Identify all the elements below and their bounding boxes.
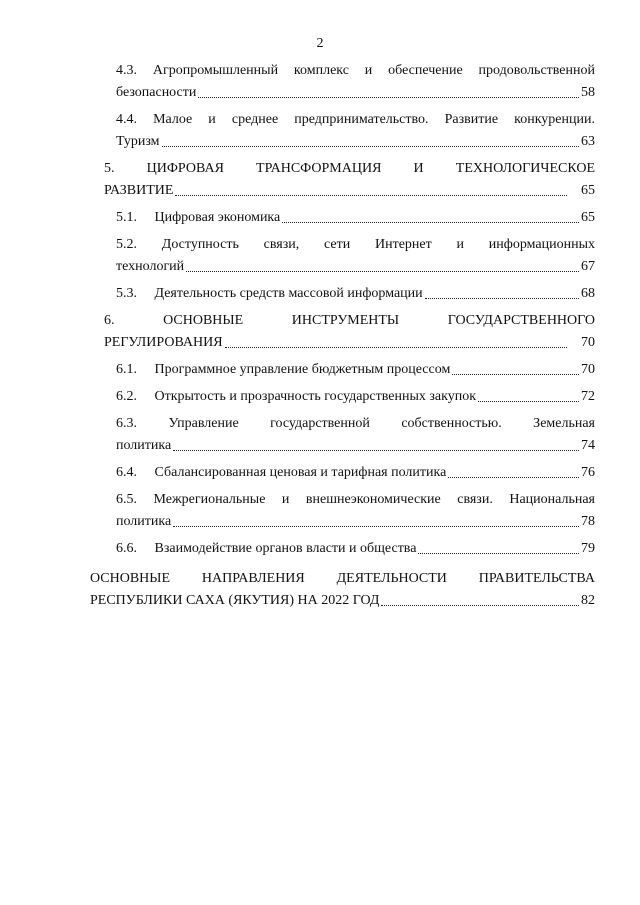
toc-entry-leader-line xyxy=(116,283,595,305)
toc-entry-title-line: 6.3. Управление государственной собственностью. Земельная xyxy=(116,416,595,431)
toc-entry[interactable] xyxy=(92,359,595,381)
toc-entry[interactable] xyxy=(92,109,595,153)
toc-entry-leader-line xyxy=(116,386,595,408)
toc-entry[interactable] xyxy=(92,462,595,484)
toc-entry[interactable] xyxy=(92,310,595,354)
toc-entry-leader-line xyxy=(116,435,595,457)
toc-entry-title-line: 4.4. Малое и среднее предпринимательство. Развитие конкуренции. xyxy=(116,112,595,127)
toc-entry-title: технологий xyxy=(116,259,185,274)
toc-entry-title: 6.6. Взаимодействие органов власти и общества xyxy=(116,541,417,556)
toc-entry-title-line: 5.2. Доступность связи, сети Интернет и информационных xyxy=(116,237,595,252)
toc-entry-leader-line xyxy=(92,180,595,202)
dot-leader xyxy=(173,450,579,451)
toc-entry[interactable] xyxy=(92,283,595,305)
toc-entry[interactable] xyxy=(92,234,595,278)
toc-entry-leader-line xyxy=(116,359,595,381)
toc-entry[interactable] xyxy=(92,489,595,533)
toc-page-number: 76 xyxy=(581,465,595,480)
toc-entry-leader-line xyxy=(116,511,595,533)
toc-entry-leader-line xyxy=(116,207,595,229)
toc-page-number: 72 xyxy=(581,389,595,404)
dot-leader xyxy=(478,401,579,402)
dot-leader xyxy=(175,195,567,196)
toc-entry[interactable] xyxy=(92,538,595,560)
toc-page-number: 63 xyxy=(581,134,595,149)
toc-entry-leader-line xyxy=(92,332,595,354)
toc-entry[interactable] xyxy=(92,158,595,202)
toc-entry-leader-line xyxy=(116,462,595,484)
dot-leader xyxy=(282,222,579,223)
toc-page-number: 68 xyxy=(581,286,595,301)
toc-entry-title: РАЗВИТИЕ xyxy=(104,183,174,198)
toc-page-number: 65 xyxy=(581,183,595,198)
toc-entry[interactable] xyxy=(92,207,595,229)
toc-entry-leader-line xyxy=(116,131,595,153)
dot-leader xyxy=(186,271,579,272)
toc-page-number: 67 xyxy=(581,259,595,274)
toc-page-number: 78 xyxy=(581,514,595,529)
toc-entry-title-line: 5. ЦИФРОВАЯ ТРАНСФОРМАЦИЯ И ТЕХНОЛОГИЧЕСКОЕ xyxy=(104,161,595,176)
toc-page-number: 70 xyxy=(581,362,595,377)
toc-page-number: 82 xyxy=(581,593,595,608)
table-of-contents xyxy=(92,60,595,617)
toc-entry-title: РЕСПУБЛИКИ САХА (ЯКУТИЯ) НА 2022 ГОД xyxy=(90,593,380,608)
toc-entry-title-line: 4.3. Агропромышленный комплекс и обеспечение продовольственной xyxy=(116,63,595,78)
dot-leader xyxy=(173,526,579,527)
toc-entry-title: политика xyxy=(116,514,172,529)
toc-entry-title: 5.3. Деятельность средств массовой информации xyxy=(116,286,423,301)
toc-entry-title: 6.1. Программное управление бюджетным процессом xyxy=(116,362,451,377)
dot-leader xyxy=(448,477,579,478)
dot-leader xyxy=(381,605,579,606)
dot-leader xyxy=(452,374,579,375)
toc-entry-title: политика xyxy=(116,438,172,453)
toc-entry[interactable] xyxy=(92,60,595,104)
toc-entry-title: 6.2. Открытость и прозрачность государственных закупок xyxy=(116,389,477,404)
toc-entry-title: 5.1. Цифровая экономика xyxy=(116,210,281,225)
toc-page-number: 58 xyxy=(581,85,595,100)
toc-entry-leader-line xyxy=(116,82,595,104)
toc-entry-title: РЕГУЛИРОВАНИЯ xyxy=(104,335,223,350)
dot-leader xyxy=(162,146,579,147)
toc-entry[interactable] xyxy=(92,413,595,457)
toc-entry-title-line: 6.5. Межрегиональные и внешнеэкономические связи. Национальная xyxy=(116,492,595,507)
toc-page-number: 74 xyxy=(581,438,595,453)
toc-entry-title: безопасности xyxy=(116,85,197,100)
toc-entry-title: Туризм xyxy=(116,134,160,149)
toc-page-number: 70 xyxy=(581,335,595,350)
toc-entry-leader-line xyxy=(90,590,595,612)
page-number: 2 xyxy=(316,36,324,51)
toc-entry-title-line: ОСНОВНЫЕ НАПРАВЛЕНИЯ ДЕЯТЕЛЬНОСТИ ПРАВИТЕЛЬСТВА xyxy=(90,571,595,586)
toc-page-number: 65 xyxy=(581,210,595,225)
toc-entry-title-line: 6. ОСНОВНЫЕ ИНСТРУМЕНТЫ ГОСУДАРСТВЕННОГО xyxy=(104,313,595,328)
dot-leader xyxy=(418,553,579,554)
toc-entry[interactable] xyxy=(90,568,595,612)
toc-entry[interactable] xyxy=(92,386,595,408)
dot-leader xyxy=(225,347,567,348)
toc-entry-leader-line xyxy=(116,256,595,278)
toc-page-number: 79 xyxy=(581,541,595,556)
toc-entry-leader-line xyxy=(116,538,595,560)
dot-leader xyxy=(198,97,579,98)
dot-leader xyxy=(425,298,579,299)
toc-entry-title: 6.4. Сбалансированная ценовая и тарифная политика xyxy=(116,465,447,480)
